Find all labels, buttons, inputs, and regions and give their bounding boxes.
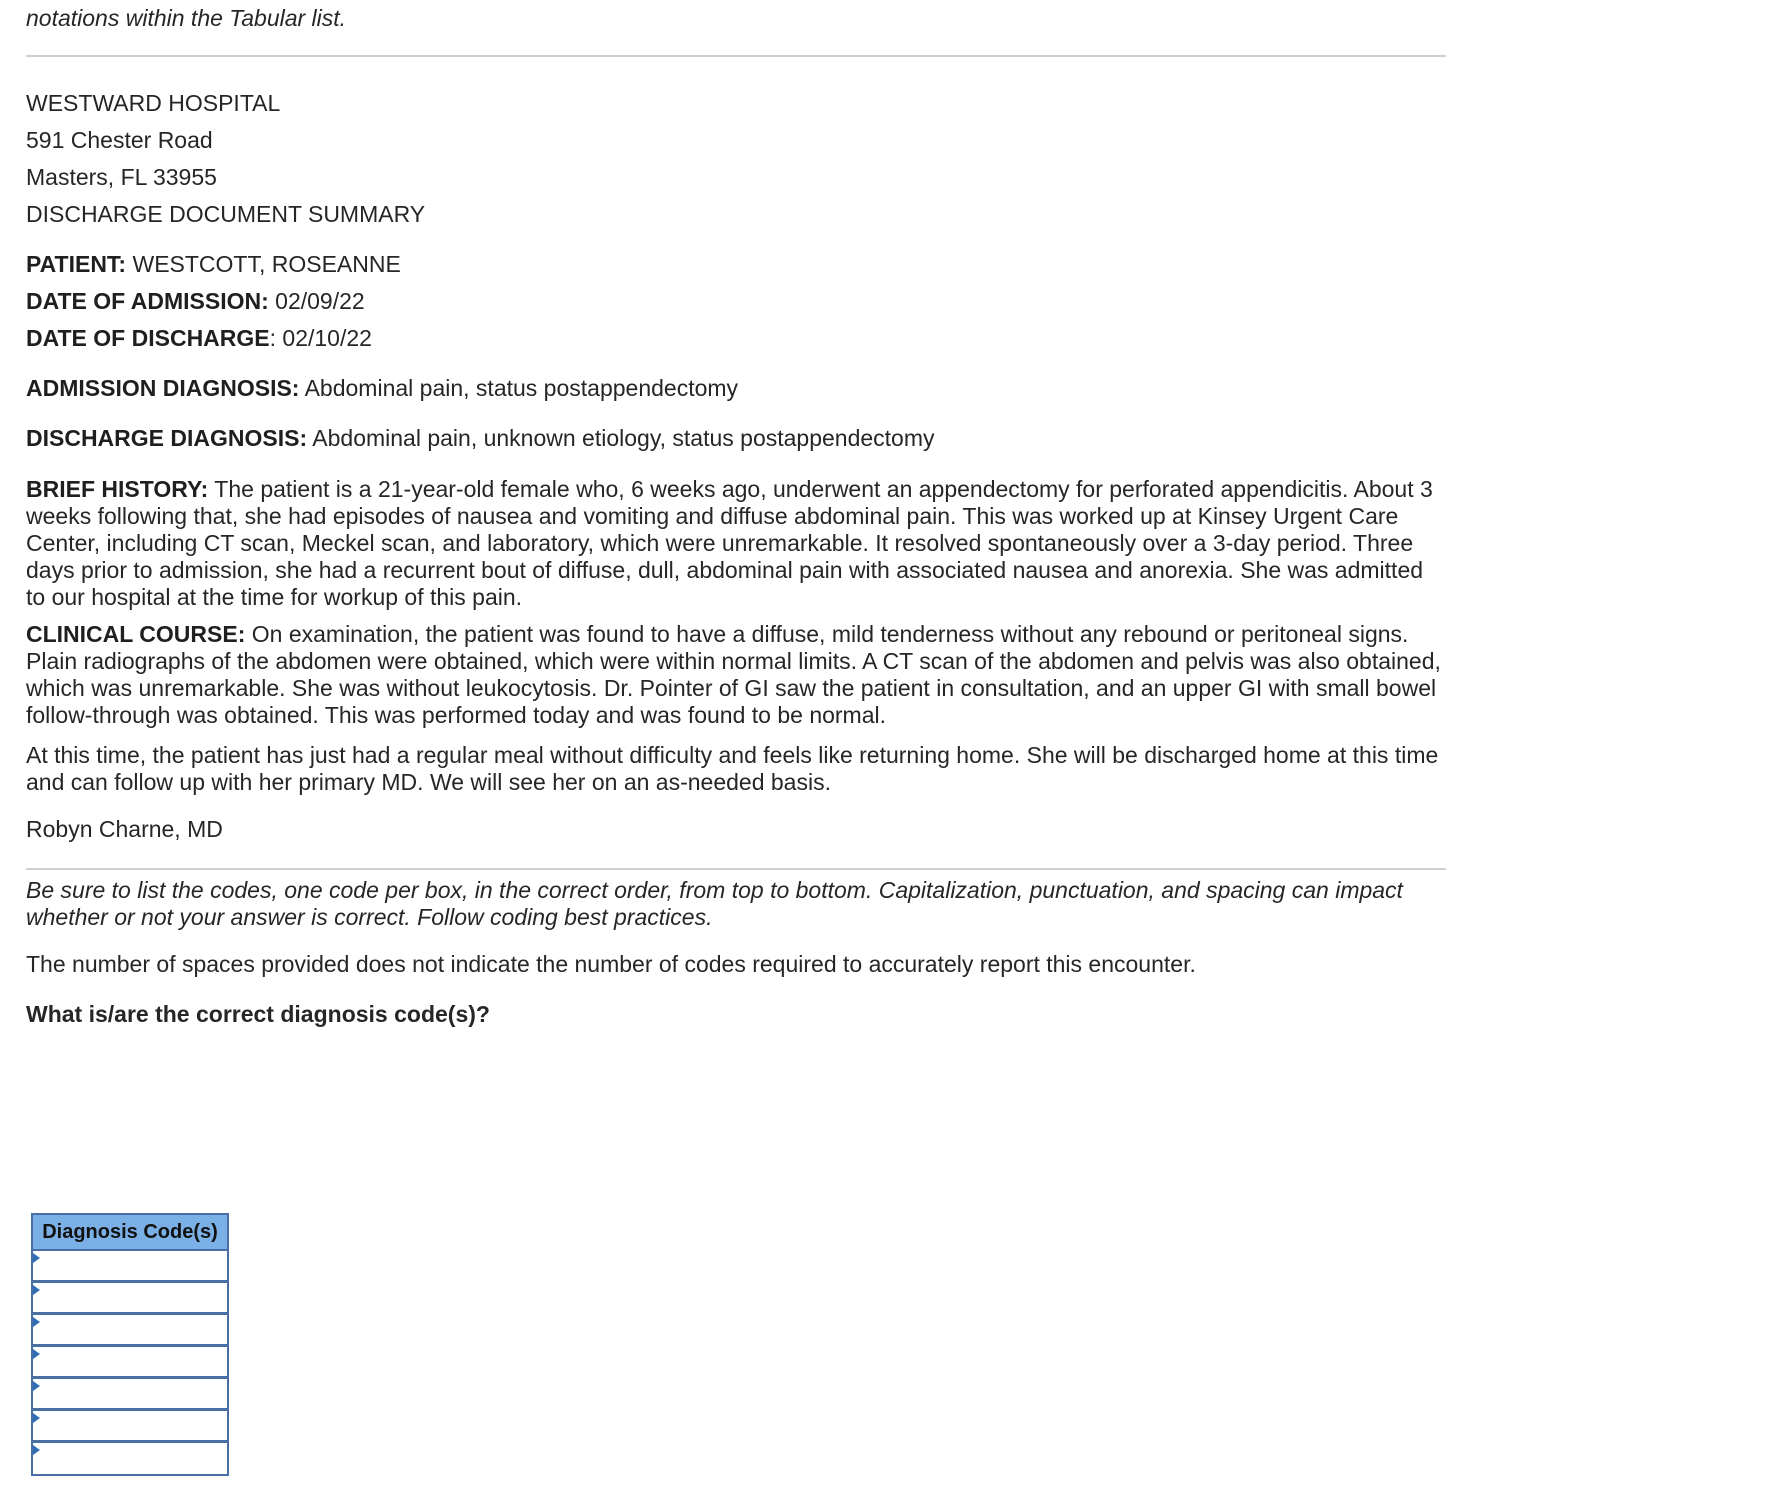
diagnosis-code-table xyxy=(31,1213,229,1476)
admission-date-value: 02/09/22 xyxy=(275,288,365,314)
brief-history-label: BRIEF HISTORY: xyxy=(26,476,209,502)
clinical-course-label: CLINICAL COURSE: xyxy=(26,621,246,647)
discharge-diagnosis-label: DISCHARGE DIAGNOSIS: xyxy=(26,425,308,451)
diagnosis-code-input-2[interactable] xyxy=(33,1283,227,1312)
diagnosis-code-input-4[interactable] xyxy=(33,1347,227,1376)
code-row xyxy=(33,1251,227,1283)
code-row xyxy=(33,1347,227,1379)
bottom-divider xyxy=(26,868,1446,870)
ordering-instructions: Be sure to list the codes, one code per box, in the correct order, from top to bottom. Capitalization, punctuation, and spacing can impact whether or not your answer is correct. Follow coding best practices. xyxy=(26,877,1403,930)
hospital-name: WESTWARD HOSPITAL xyxy=(26,90,281,116)
discharge-diagnosis-line xyxy=(26,425,935,452)
discharge-date-label: DATE OF DISCHARGE xyxy=(26,325,270,351)
code-row xyxy=(33,1283,227,1315)
discharge-date-value: : 02/10/22 xyxy=(269,325,372,351)
code-row xyxy=(33,1379,227,1411)
code-row xyxy=(33,1443,227,1474)
diagnosis-code-input-3[interactable] xyxy=(33,1315,227,1344)
admission-diagnosis-value: Abdominal pain, status postappendectomy xyxy=(304,375,739,401)
question-prompt: What is/are the correct diagnosis code(s)? xyxy=(26,1001,490,1027)
closing-paragraph: At this time, the patient has just had a regular meal without difficulty and feels like returning home. She will be discharged home at this time and can follow up with her primary MD. We will see her on an as-needed basis. xyxy=(26,742,1439,795)
brief-history-paragraph xyxy=(26,476,1446,611)
diagnosis-code-input-6[interactable] xyxy=(33,1411,227,1440)
physician-signature: Robyn Charne, MD xyxy=(26,816,223,842)
patient-label: PATIENT: xyxy=(26,251,127,277)
discharge-date-line xyxy=(26,325,372,352)
clinical-course-text: On examination, the patient was found to have a diffuse, mild tenderness without any rebound or peritoneal signs. Plain radiographs of the abdomen were obtained, which were within normal limits. A CT scan of the abdomen and pelvis was also obtained, which was unremarkable. She was without leukocytosis. Dr. Pointer of GI saw the patient in consultation, and an upper GI with small bowel follow-through was obtained. This was performed today and was found to be normal. xyxy=(26,621,1441,728)
spaces-note: The number of spaces provided does not indicate the number of codes required to accurately report this encounter. xyxy=(26,951,1196,977)
code-row xyxy=(33,1315,227,1347)
top-divider xyxy=(26,55,1446,57)
admission-date-label: DATE OF ADMISSION: xyxy=(26,288,269,314)
intro-tail-text: notations within the Tabular list. xyxy=(26,5,347,31)
document-type: DISCHARGE DOCUMENT SUMMARY xyxy=(26,201,426,227)
code-row xyxy=(33,1411,227,1443)
hospital-address-line1: 591 Chester Road xyxy=(26,127,213,153)
hospital-address-line2: Masters, FL 33955 xyxy=(26,164,217,190)
admission-diagnosis-line xyxy=(26,375,738,402)
diagnosis-code-input-1[interactable] xyxy=(33,1251,227,1280)
patient-line xyxy=(26,251,401,278)
admission-date-line xyxy=(26,288,365,315)
discharge-diagnosis-value: Abdominal pain, unknown etiology, status postappendectomy xyxy=(312,425,935,451)
diagnosis-code-input-5[interactable] xyxy=(33,1379,227,1408)
admission-diagnosis-label: ADMISSION DIAGNOSIS: xyxy=(26,375,300,401)
brief-history-text: The patient is a 21-year-old female who, 6 weeks ago, underwent an appendectomy for perforated appendicitis. About 3 weeks following that, she had episodes of nausea and vomiting and diffuse abdominal pain. This was worked up at Kinsey Urgent Care Center, including CT scan, Meckel scan, and laboratory, which were unremarkable. It resolved spontaneously over a 3-day period. Three days prior to admission, she had a recurrent bout of diffuse, dull, abdominal pain with associated nausea and anorexia. She was admitted to our hospital at the time for workup of this pain. xyxy=(26,476,1433,610)
diagnosis-code-input-7[interactable] xyxy=(33,1443,227,1474)
clinical-course-paragraph xyxy=(26,621,1446,729)
patient-value: WESTCOTT, ROSEANNE xyxy=(132,251,401,277)
diagnosis-code-header: Diagnosis Code(s) xyxy=(33,1215,227,1251)
